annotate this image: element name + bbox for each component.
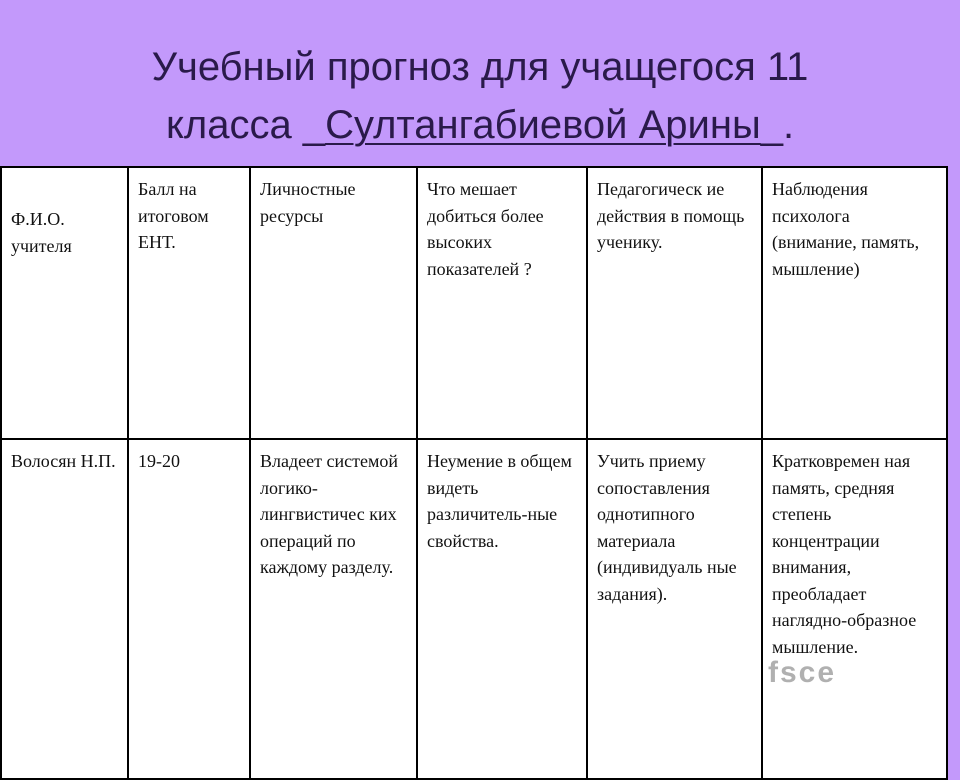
- student-name: Султангабиевой Арины: [325, 103, 761, 147]
- slide-title: [0, 0, 960, 166]
- header-cell-obstacles: Что мешает добиться более высоких показателей ?: [417, 167, 587, 439]
- title-prefix: класса _: [165, 103, 326, 147]
- table-header-row: [1, 167, 947, 439]
- title-suffix: _.: [760, 103, 795, 147]
- header-cell-teacher: Ф.И.О. учителя: [1, 167, 128, 439]
- title-line-2: [0, 103, 960, 148]
- cell-psychologist: Кратковремен ная память, средняя степень концентрации внимания, преобладает наглядно-образное мышление.: [762, 439, 947, 779]
- header-cell-resources: Личностные ресурсы: [250, 167, 417, 439]
- cell-actions: Учить приему сопоставления однотипного материала (индивидуаль ные задания).: [587, 439, 762, 779]
- table-row: [1, 439, 947, 779]
- title-line-1: Учебный прогноз для учащегося 11: [151, 45, 809, 89]
- header-cell-psychologist: Наблюдения психолога (внимание, память, мышление): [762, 167, 947, 439]
- header-cell-actions: Педагогическ ие действия в помощь ученику.: [587, 167, 762, 439]
- forecast-table-container: [0, 166, 946, 726]
- watermark-logo: fsce: [768, 656, 837, 689]
- cell-obstacles: Неумение в общем видеть различитель-ные свойства.: [417, 439, 587, 779]
- cell-teacher: Волосян Н.П.: [1, 439, 128, 779]
- header-cell-score: Балл на итоговом ЕНТ.: [128, 167, 250, 439]
- cell-score: 19-20: [128, 439, 250, 779]
- cell-resources: Владеет системой логико-лингвистичес ких операций по каждому разделу.: [250, 439, 417, 779]
